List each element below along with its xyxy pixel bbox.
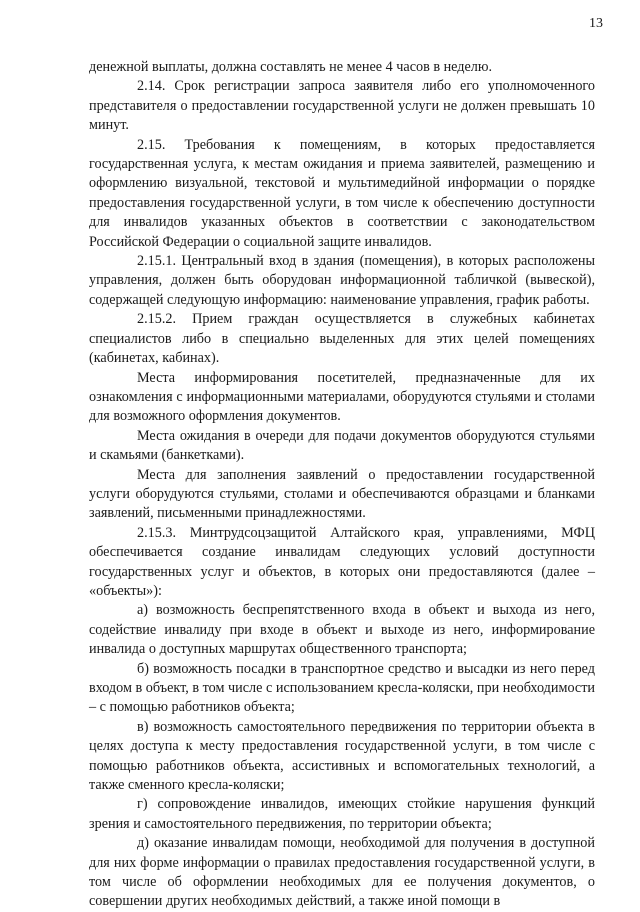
paragraph-continuation: денежной выплаты, должна составлять не менее 4 часов в неделю. xyxy=(89,59,493,75)
paragraph-2-15-2: 2.15.2. Прием граждан осуществляется в служебных кабинетах специалистов либо в специально выделенных для этих целей помещениях (кабинетах, кабинах). xyxy=(89,311,595,367)
paragraph-2-15-1: 2.15.1. Центральный вход в здания (помещения), в которых расположены управления, должен быть оборудован информационной табличкой (вывеской), содержащей следующую информацию: наименование управления, график работы. xyxy=(89,253,595,308)
paragraph-2-15: 2.15. Требования к помещениям, в которых предоставляется государственная услуга, к местам ожидания и приема заявителей, размещению и оформлению визуальной, текстовой и мультимедийной информации о порядке предоставления государственной услуги, в том числе к обеспечению доступности для инвалидов указанных объектов в соответствии с законодательством Российской Федерации о социальной защите инвалидов. xyxy=(89,136,595,250)
list-item-a: а) возможность беспрепятственного входа в объект и выхода из него, содействие инвалиду при входе в объект и выходе из него, информирование инвалида о доступных маршрутах общественного транспорта; xyxy=(89,602,595,658)
paragraph-filling-places: Места для заполнения заявлений о предоставлении государственной услуги оборудуются стульями, столами и обеспечиваются образцами и бланками заявлений, письменными принадлежностями. xyxy=(89,466,595,522)
list-item-g: г) сопровождение инвалидов, имеющих стойкие нарушения функций зрения и самостоятельного передвижения, по территории объекта; xyxy=(89,796,595,832)
paragraph-2-15-3: 2.15.3. Минтрудсоцзащитой Алтайского края, управлениями, МФЦ обеспечивается создание инвалидам следующих условий доступности государственных услуг и объектов, в которых они предоставляются (далее – «объекты»): xyxy=(89,524,595,599)
list-item-b: б) возможность посадки в транспортное средство и высадки из него перед входом в объект, в том числе с использованием кресла-коляски, при необходимости – с помощью работников объекта; xyxy=(89,660,595,716)
paragraph-information-places: Места информирования посетителей, предназначенные для их ознакомления с информационными материалами, оборудуются стульями и столами для возможного оформления документов. xyxy=(89,369,595,425)
paragraph-waiting-places: Места ожидания в очереди для подачи документов оборудуются стульями и скамьями (банкетками). xyxy=(89,427,595,464)
page-number: 13 xyxy=(589,16,603,31)
paragraph-2-14: 2.14. Срок регистрации запроса заявителя либо его уполномоченного представителя о предоставлении государственной услуги не должен превышать 10 минут. xyxy=(89,78,595,134)
list-item-d: д) оказание инвалидам помощи, необходимой для получения в доступной для них форме информации о правилах предоставления государственной услуги, в том числе об оформлении необходимых для ее получения документов, о совершении других необходимых действий, а также иной помощи в xyxy=(89,835,595,910)
document-body xyxy=(89,58,595,912)
list-item-v: в) возможность самостоятельного передвижения по территории объекта в целях доступа к месту предоставления государственной услуги, в том числе с помощью работников объекта, ассистивных и вспомогательных технологий, а также сменного кресла-коляски; xyxy=(89,718,595,794)
